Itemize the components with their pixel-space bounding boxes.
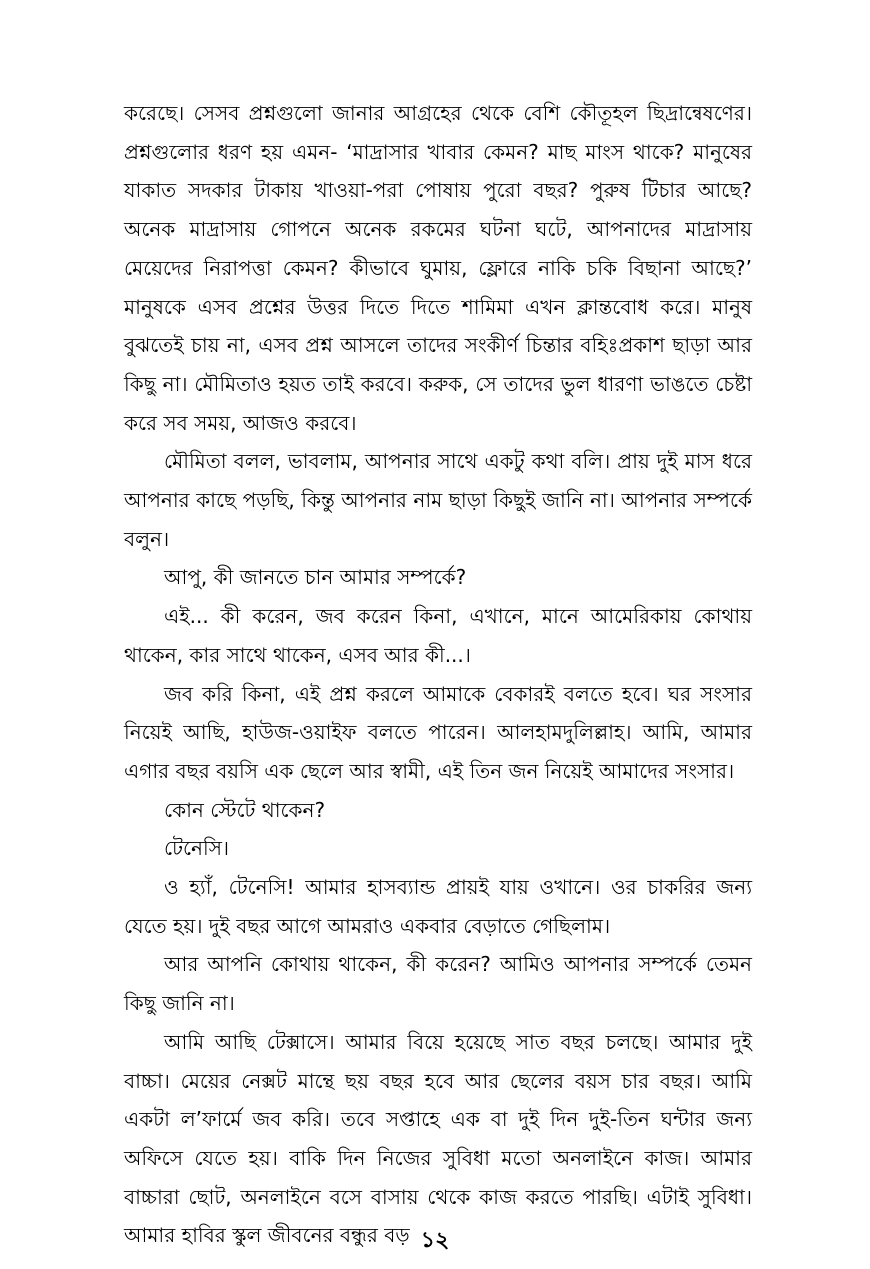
paragraph-continuation: করেছে। সেসব প্রশ্নগুলো জানার আগ্রহের থেকে বেশি কৌতূহল ছিদ্রান্বেষণের। প্রশ্নগুলোর ধরণ হয় এমন- ‘মাদ্রাসার খাবার কেমন? মাছ মাংস থাকে? মানুষের যাকাত সদকার টাকায় খাওয়া-পরা পোষায় পুরো বছর? পুরুষ টিচার আছে? অনেক মাদ্রাসায় গোপনে অনেক রকমের ঘটনা ঘটে, আপনাদের মাদ্রাসায় মেয়েদের নিরাপত্তা কেমন? কীভাবে ঘুমায়, ফ্লোরে নাকি চকি বিছানা আছে?’ মানুষকে এসব প্রশ্নের উত্তর দিতে দিতে শামিমা এখন ক্লান্তবোধ করে। মানুষ বুঝতেই চায় না, এসব প্রশ্ন আসলে তাদের সংকীর্ণ চিন্তার বহিঃপ্রকাশ ছাড়া আর কিছু না। মৌমিতাও হয়ত তাই করবে। করুক, সে তাদের ভুল ধারণা ভাঙতে চেষ্টা করে সব সময়, আজও করবে। [124,101,752,435]
paragraph-state-answer: টেনেসি। [164,836,230,861]
body-text [124,94,752,1255]
paragraph-where-live: আর আপনি কোথায় থাকেন, কী করেন? আমিও আপনার সম্পর্কে তেমন কিছু জানি না। [124,952,752,1016]
paragraph-reply-ask: আপু, কী জানতে চান আমার সম্পর্কে? [164,565,467,590]
paragraph-tennessee: ও হ্যাঁ, টেনেসি! আমার হাসব্যান্ড প্রায়ই যায় ওখানে। ওর চাকরির জন্য যেতে হয়। দুই বছর আগে আমরাও একবার বেড়াতে গেছিলাম। [124,875,752,938]
paragraph-job-answer: জব করি কিনা, এই প্রশ্ন করলে আমাকে বেকারই বলতে হবে। ঘর সংসার নিয়েই আছি, হাউজ-ওয়াইফ বলতে পারেন। আলহামদুলিল্লাহ। আমি, আমার এগার বছর বয়সি এক ছেলে আর স্বামী, এই তিন জন নিয়েই আমাদের সংসার। [124,681,752,783]
paragraph-moumita-question: মৌমিতা বলল, ভাবলাম, আপনার সাথে একটু কথা বলি। প্রায় দুই মাস ধরে আপনার কাছে পড়ছি, কিন্তু আপনার নাম ছাড়া কিছুই জানি না। আপনার সম্পর্কে বলুন। [124,449,752,551]
paragraph-state-question: কোন স্টেটে থাকেন? [164,797,326,822]
paragraph-moumita-details: এই... কী করেন, জব করেন কিনা, এখানে, মানে আমেরিকায় কোথায় থাকেন, কার সাথে থাকেন, এসব আর কী...। [124,604,752,667]
paragraph-texas: আমি আছি টেক্সাসে। আমার বিয়ে হয়েছে সাত বছর চলছে। আমার দুই বাচ্চা। মেয়ের নেক্সট মান্থে ছয় বছর হবে আর ছেলের বয়স চার বছর। আমি একটা ল’ফার্মে জব করি। তবে সপ্তাহে এক বা দুই দিন দুই-তিন ঘন্টার জন্য অফিসে যেতে হয়। বাকি দিন নিজের সুবিধা মতো অনলাইনে কাজ। আমার বাচ্চারা ছোট, অনলাইনে বসে বাসায় থেকে কাজ করতে পারছি। এটাই সুবিধা। আমার হাবির স্কুল জীবনের বন্ধুর বড় [124,1029,752,1248]
page-number: ১২ [420,1228,450,1253]
